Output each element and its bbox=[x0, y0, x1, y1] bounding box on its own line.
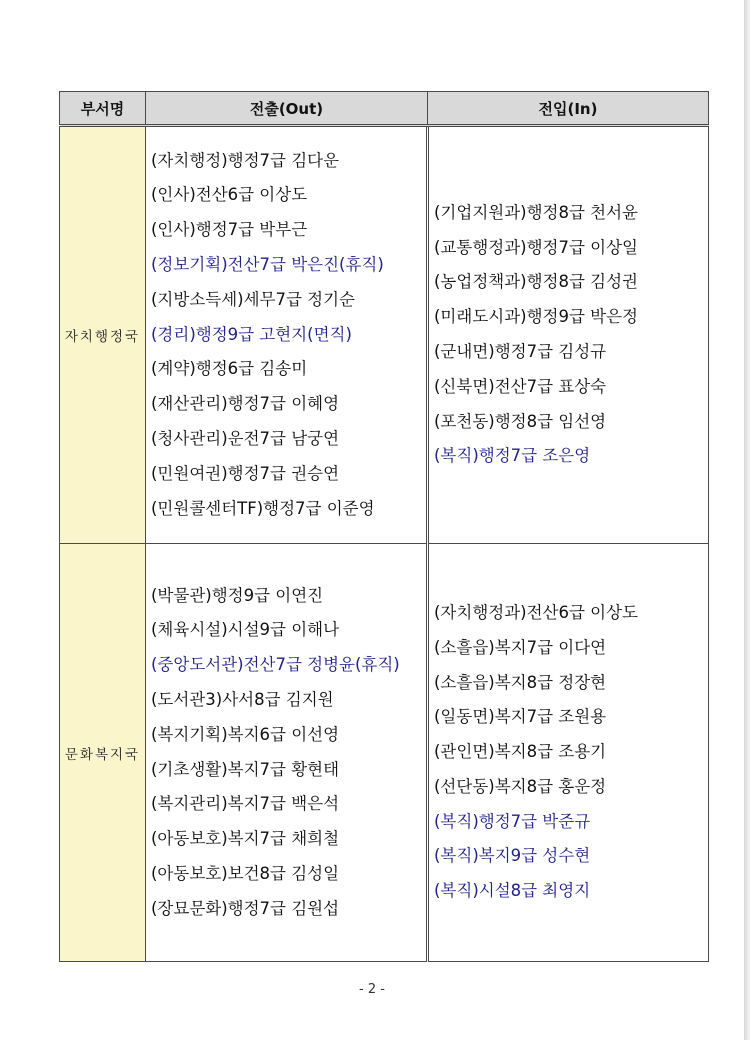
list-item: (교통행정과)행정7급 이상일 bbox=[434, 237, 638, 257]
list-item: (민원콜센터TF)행정7급 이준영 bbox=[151, 498, 375, 518]
list-item: (기업지원과)행정8급 천서윤 bbox=[434, 202, 638, 222]
list-item: (복직)복지9급 성수현 bbox=[434, 846, 591, 866]
list-item: (경리)행정9급 고현지(면직) bbox=[151, 324, 352, 344]
page-number: - 2 - bbox=[359, 982, 385, 997]
list-item: (소흘읍)복지7급 이다연 bbox=[434, 637, 607, 657]
list-item: (중앙도서관)전산7급 정병윤(휴직) bbox=[151, 655, 400, 675]
list-item: (지방소득세)세무7급 정기순 bbox=[151, 289, 355, 309]
table-row bbox=[60, 544, 709, 962]
list-item: (복지관리)복지7급 백은석 bbox=[151, 794, 340, 814]
list-item: (포천동)행정8급 임선영 bbox=[434, 411, 607, 431]
out-list bbox=[146, 579, 426, 927]
in-cell bbox=[428, 126, 709, 544]
list-item: (기초생활)복지7급 황현태 bbox=[151, 759, 340, 779]
list-item: (아동보호)복지7급 채희철 bbox=[151, 829, 340, 849]
transfer-table bbox=[59, 91, 709, 962]
in-list bbox=[429, 596, 708, 909]
table-header-row bbox=[60, 92, 709, 126]
list-item: (박물관)행정9급 이연진 bbox=[151, 585, 324, 605]
list-item: (군내면)행정7급 김성규 bbox=[434, 342, 607, 361]
table-row bbox=[60, 126, 709, 544]
list-item: (신북면)전산7급 표상숙 bbox=[434, 376, 607, 396]
list-item: (자치행정과)전산6급 이상도 bbox=[434, 602, 638, 622]
list-item: (장묘문화)행정7급 김원섭 bbox=[151, 898, 340, 918]
page-edge-shadow bbox=[744, 0, 750, 1040]
list-item: (인사)전산6급 이상도 bbox=[151, 185, 308, 205]
list-item: (일동면)복지7급 조원용 bbox=[434, 707, 607, 727]
list-item: (자치행정)행정7급 김다운 bbox=[151, 150, 340, 170]
list-item: (재산관리)행정7급 이혜영 bbox=[151, 394, 340, 414]
list-item: (복직)행정7급 조은영 bbox=[434, 446, 591, 466]
in-list bbox=[429, 196, 708, 474]
dept-cell: 자치행정국 bbox=[60, 126, 146, 544]
list-item: (복지기획)복지6급 이선영 bbox=[151, 724, 340, 744]
header-in: 전입(In) bbox=[428, 92, 709, 126]
list-item: (미래도시과)행정9급 박은정 bbox=[434, 307, 638, 327]
list-item: (민원여권)행정7급 권승연 bbox=[151, 463, 340, 483]
list-item: (복직)행정7급 박준규 bbox=[434, 811, 591, 831]
list-item: (인사)행정7급 박부근 bbox=[151, 220, 308, 240]
list-item: (관인면)복지8급 조용기 bbox=[434, 742, 607, 762]
list-item: (도서관3)사서8급 김지원 bbox=[151, 689, 334, 709]
in-cell bbox=[428, 544, 709, 962]
out-cell bbox=[146, 126, 428, 544]
list-item: (청사관리)운전7급 남궁연 bbox=[151, 428, 340, 448]
out-cell bbox=[146, 544, 428, 962]
header-dept: 부서명 bbox=[60, 92, 146, 126]
list-item: (정보기획)전산7급 박은진(휴직) bbox=[151, 255, 384, 274]
out-list bbox=[146, 144, 426, 527]
list-item: (계약)행정6급 김송미 bbox=[151, 359, 308, 379]
list-item: (체육시설)시설9급 이해나 bbox=[151, 620, 340, 640]
list-item: (선단동)복지8급 홍운정 bbox=[434, 776, 607, 796]
list-item: (농업정책과)행정8급 김성권 bbox=[434, 272, 638, 292]
list-item: (소흘읍)복지8급 정장현 bbox=[434, 672, 607, 692]
list-item: (아동보호)보건8급 김성일 bbox=[151, 863, 340, 883]
list-item: (복직)시설8급 최영지 bbox=[434, 881, 591, 901]
header-out: 전출(Out) bbox=[146, 92, 428, 126]
dept-cell: 문화복지국 bbox=[60, 544, 146, 962]
